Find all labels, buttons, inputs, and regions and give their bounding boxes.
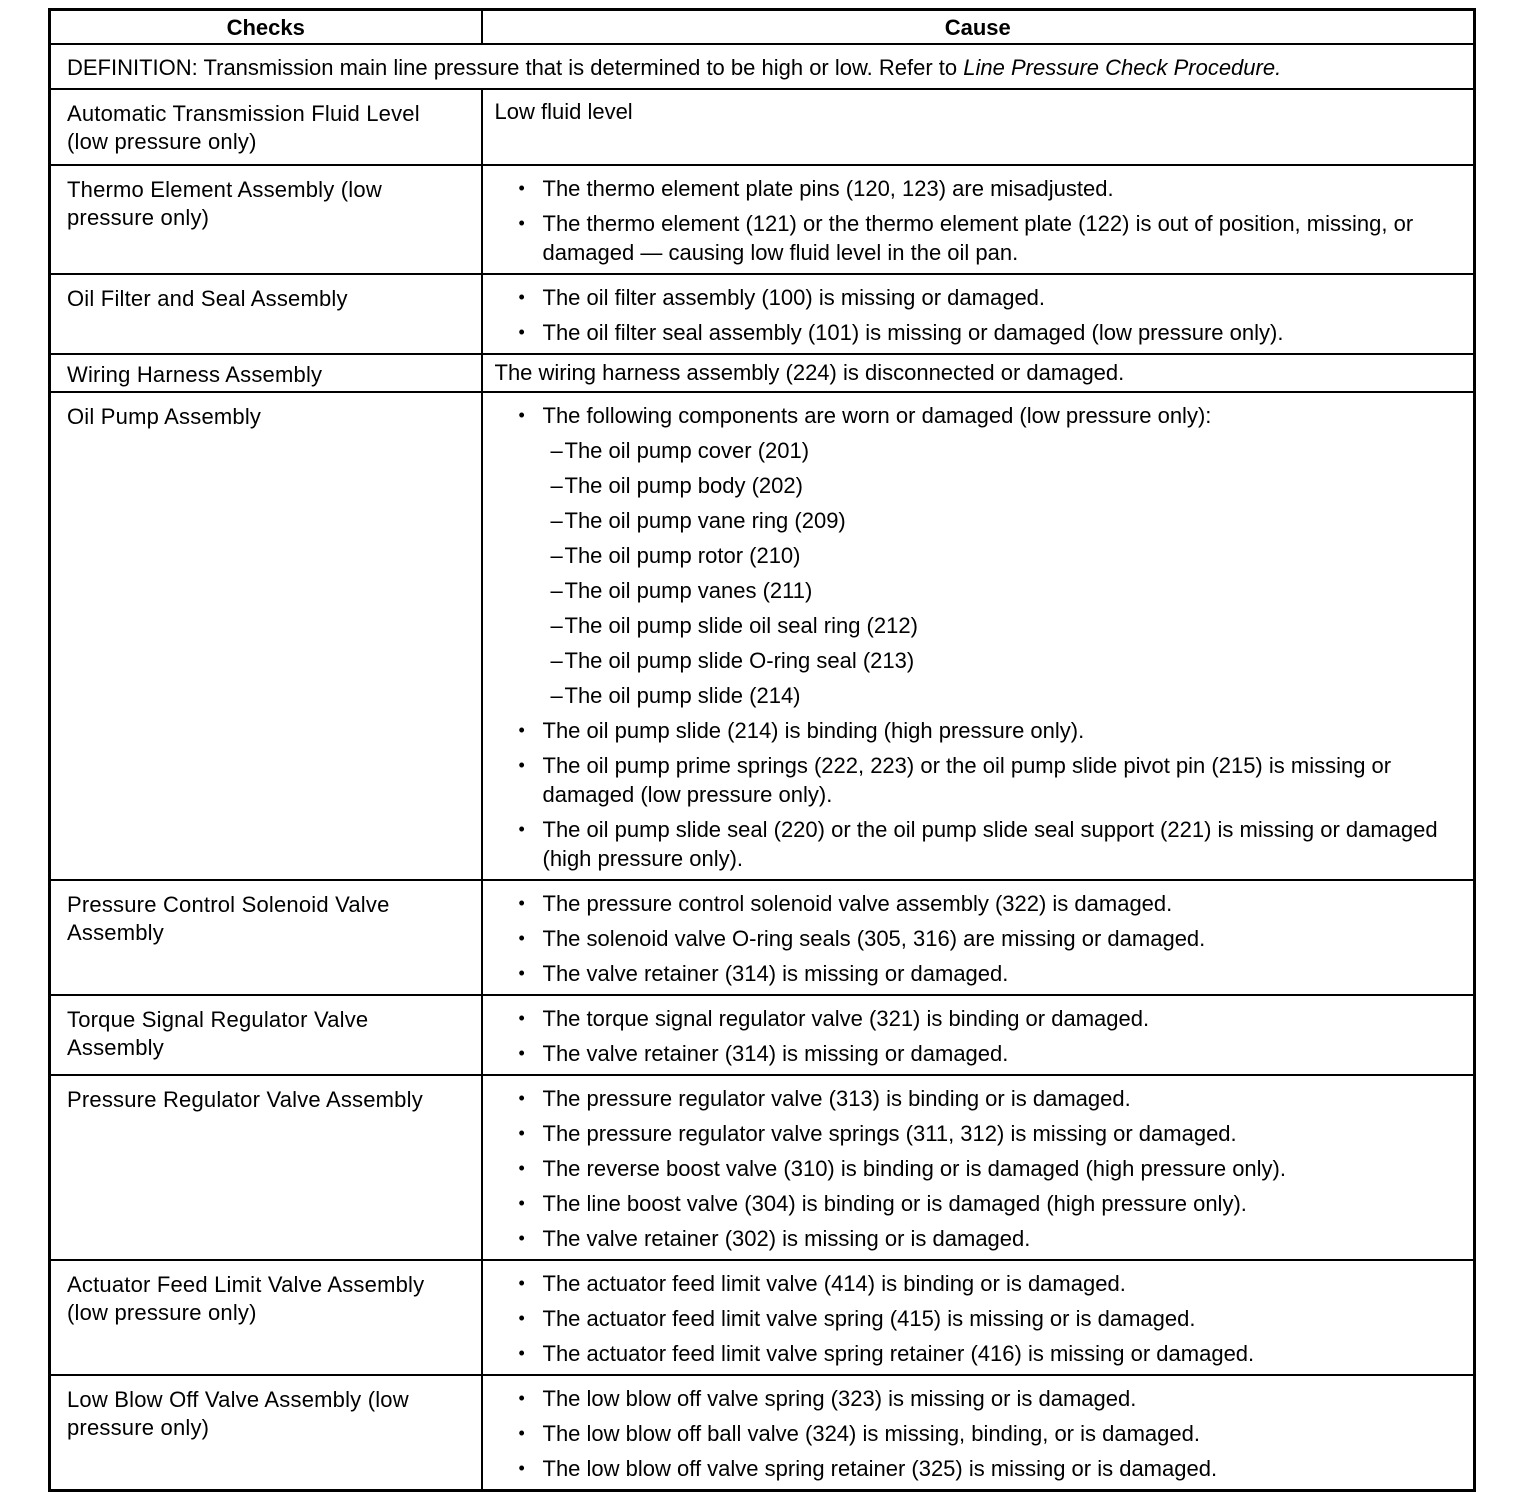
- cause-item: • The reverse boost valve (310) is binding or is damaged (high pressure only).: [518, 1156, 1286, 1181]
- check-cell: Oil Pump Assembly: [50, 392, 482, 880]
- cause-text: Low fluid level: [494, 99, 633, 124]
- table-row: [50, 392, 1475, 880]
- bullet-icon: •: [518, 287, 525, 307]
- dash-icon: –: [550, 438, 563, 463]
- dash-icon: –: [550, 473, 563, 498]
- bullet-icon: •: [518, 893, 525, 913]
- table-row: [50, 89, 1475, 165]
- cause-item: • The valve retainer (302) is missing or is damaged.: [518, 1226, 1031, 1251]
- cause-item: • The thermo element plate pins (120, 123) are misadjusted.: [518, 176, 1114, 201]
- diagnostic-table: [48, 8, 1476, 1492]
- cause-cell: [482, 89, 1475, 165]
- definition-row: [50, 44, 1475, 89]
- cause-item: • The oil pump slide (214) is binding (high pressure only).: [518, 718, 1085, 743]
- table-row: [50, 995, 1475, 1075]
- bullet-icon: •: [518, 1388, 525, 1408]
- cause-cell: [482, 995, 1475, 1075]
- bullet-icon: •: [518, 1123, 525, 1143]
- cause-item: • The low blow off ball valve (324) is missing, binding, or is damaged.: [518, 1421, 1200, 1446]
- check-cell: Actuator Feed Limit Valve Assembly (low pressure only): [50, 1260, 482, 1375]
- bullet-icon: •: [518, 213, 525, 233]
- cause-item: • The pressure control solenoid valve assembly (322) is damaged.: [518, 891, 1173, 916]
- sub-item: – The oil pump rotor (210): [550, 543, 801, 568]
- cause-cell: [482, 1260, 1475, 1375]
- dash-icon: –: [550, 613, 563, 638]
- cause-item: • The oil filter assembly (100) is missing or damaged.: [518, 285, 1046, 310]
- bullet-icon: •: [518, 1273, 525, 1293]
- sub-item: – The oil pump body (202): [550, 473, 803, 498]
- bullet-icon: •: [518, 178, 525, 198]
- table-row: [50, 354, 1475, 392]
- bullet-icon: •: [518, 1158, 525, 1178]
- check-cell: Pressure Control Solenoid Valve Assembly: [50, 880, 482, 995]
- bullet-icon: •: [518, 819, 525, 839]
- cause-text: The wiring harness assembly (224) is disconnected or damaged.: [494, 360, 1125, 385]
- table-row: [50, 1375, 1475, 1491]
- bullet-icon: •: [518, 405, 525, 425]
- bullet-icon: •: [518, 1193, 525, 1213]
- bullet-icon: •: [518, 1423, 525, 1443]
- cause-cell: [482, 1075, 1475, 1260]
- cause-item: • The torque signal regulator valve (321) is binding or damaged.: [518, 1006, 1150, 1031]
- cause-item: • The following components are worn or damaged (low pressure only): – The oil pump cover (201) – The oil pump body (202) – The oil pump vane ring (209) – The oil pump rotor (210) – The oil pump vanes (211) – The oil pump slide oil seal ring (212) – The oil pump slide O-ring seal (213) – The oil pump slide (214): [495, 401, 1460, 710]
- check-cell: Torque Signal Regulator Valve Assembly: [50, 995, 482, 1075]
- bullet-icon: •: [518, 1228, 525, 1248]
- table-row: [50, 1260, 1475, 1375]
- definition-cell: [50, 44, 1475, 89]
- table-row: [50, 880, 1475, 995]
- cause-cell: [482, 165, 1475, 274]
- cause-item: • The thermo element (121) or the thermo element plate (122) is out of position, missing, or damaged — causing low fluid level in the oil pan.: [518, 211, 1414, 265]
- cause-item: • The oil filter seal assembly (101) is missing or damaged (low pressure only).: [518, 320, 1284, 345]
- table-row: [50, 274, 1475, 354]
- header-cause: Cause: [482, 10, 1475, 45]
- dash-icon: –: [550, 683, 563, 708]
- header-row: [50, 10, 1475, 45]
- dash-icon: –: [550, 543, 563, 568]
- cause-cell: [482, 1375, 1475, 1491]
- cause-item: • The valve retainer (314) is missing or damaged.: [518, 961, 1009, 986]
- check-cell: Oil Filter and Seal Assembly: [50, 274, 482, 354]
- cause-item: • The actuator feed limit valve (414) is binding or is damaged.: [518, 1271, 1126, 1296]
- bullet-icon: •: [518, 963, 525, 983]
- sub-item: – The oil pump cover (201): [550, 438, 810, 463]
- cause-item: • The oil pump prime springs (222, 223) or the oil pump slide pivot pin (215) is missing or damaged (low pressure only).: [518, 753, 1392, 807]
- definition-text: DEFINITION: Transmission main line pressure that is determined to be high or low. Refer to: [67, 55, 964, 80]
- bullet-icon: •: [518, 1343, 525, 1363]
- cause-item: • The solenoid valve O-ring seals (305, 316) are missing or damaged.: [518, 926, 1206, 951]
- cause-item: • The low blow off valve spring retainer (325) is missing or is damaged.: [518, 1456, 1218, 1481]
- table-row: [50, 165, 1475, 274]
- table-row: [50, 1075, 1475, 1260]
- sub-item: – The oil pump vanes (211): [550, 578, 813, 603]
- bullet-icon: •: [518, 1458, 525, 1478]
- dash-icon: –: [550, 578, 563, 603]
- bullet-icon: •: [518, 720, 525, 740]
- cause-cell: [482, 392, 1475, 880]
- cause-item: • The pressure regulator valve springs (311, 312) is missing or damaged.: [518, 1121, 1237, 1146]
- cause-item: • The oil pump slide seal (220) or the oil pump slide seal support (221) is missing or damaged (high pressure only).: [518, 817, 1438, 871]
- bullet-icon: •: [518, 1088, 525, 1108]
- definition-reference: Line Pressure Check Procedure.: [963, 55, 1282, 80]
- cause-item: • The actuator feed limit valve spring retainer (416) is missing or damaged.: [518, 1341, 1255, 1366]
- header-checks: Checks: [50, 10, 482, 45]
- check-cell: Automatic Transmission Fluid Level (low pressure only): [50, 89, 482, 165]
- cause-item: • The line boost valve (304) is binding or is damaged (high pressure only).: [518, 1191, 1247, 1216]
- cause-cell: [482, 274, 1475, 354]
- bullet-icon: •: [518, 1308, 525, 1328]
- cause-cell: [482, 354, 1475, 392]
- sub-item: – The oil pump slide oil seal ring (212): [550, 613, 918, 638]
- dash-icon: –: [550, 648, 563, 673]
- bullet-icon: •: [518, 1043, 525, 1063]
- cause-item: • The valve retainer (314) is missing or damaged.: [518, 1041, 1009, 1066]
- cause-item: • The low blow off valve spring (323) is missing or is damaged.: [518, 1386, 1137, 1411]
- sub-item: – The oil pump vane ring (209): [550, 508, 846, 533]
- check-cell: Wiring Harness Assembly: [50, 354, 482, 392]
- bullet-icon: •: [518, 1008, 525, 1028]
- cause-item: • The actuator feed limit valve spring (415) is missing or is damaged.: [518, 1306, 1196, 1331]
- sub-item: – The oil pump slide O-ring seal (213): [550, 648, 915, 673]
- check-cell: Thermo Element Assembly (low pressure only): [50, 165, 482, 274]
- dash-icon: –: [550, 508, 563, 533]
- bullet-icon: •: [518, 322, 525, 342]
- component-sublist: [543, 436, 1460, 710]
- cause-cell: [482, 880, 1475, 995]
- sub-item: – The oil pump slide (214): [550, 683, 801, 708]
- check-cell: Pressure Regulator Valve Assembly: [50, 1075, 482, 1260]
- cause-item: • The pressure regulator valve (313) is binding or is damaged.: [518, 1086, 1131, 1111]
- bullet-icon: •: [518, 928, 525, 948]
- check-cell: Low Blow Off Valve Assembly (low pressure only): [50, 1375, 482, 1491]
- bullet-icon: •: [518, 755, 525, 775]
